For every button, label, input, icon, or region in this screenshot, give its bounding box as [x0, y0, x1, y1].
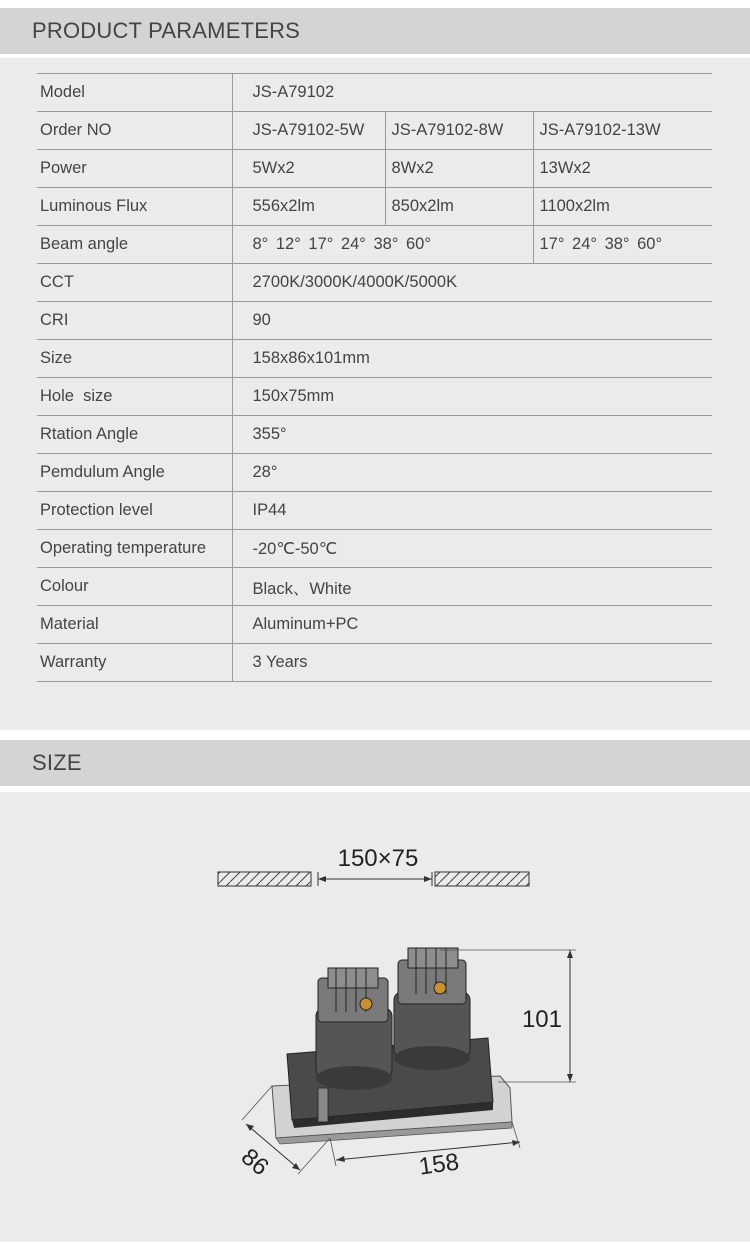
row-value: 8° 12° 17° 24° 38° 60°: [232, 226, 533, 264]
row-label: Operating temperature: [37, 530, 232, 568]
size-panel: [0, 792, 750, 1242]
table-row: [37, 378, 712, 416]
table-row: [37, 74, 712, 112]
row-value: 3 Years: [232, 644, 712, 682]
row-value: -20℃-50℃: [232, 530, 712, 568]
table-row: [37, 264, 712, 302]
depth-dimension-label: 86: [235, 1143, 274, 1182]
table-row: [37, 188, 712, 226]
row-value: 158x86x101mm: [232, 340, 712, 378]
table-row: [37, 226, 712, 264]
table-row: [37, 644, 712, 682]
table-row: [37, 340, 712, 378]
row-label: Material: [37, 606, 232, 644]
size-header: [0, 740, 750, 786]
row-label: Warranty: [37, 644, 232, 682]
row-label: Protection level: [37, 492, 232, 530]
row-label: Order NO: [37, 112, 232, 150]
lamp-right: [394, 948, 470, 1070]
table-row: [37, 302, 712, 340]
row-label: Pemdulum Angle: [37, 454, 232, 492]
height-dimension-label: 101: [521, 1006, 562, 1033]
row-value: JS-A79102-13W: [533, 112, 712, 150]
row-value: 556x2lm: [232, 188, 385, 226]
row-value: Black、White: [232, 568, 712, 606]
row-label: Model: [37, 74, 232, 112]
parameters-table: [37, 73, 712, 682]
section-title: PRODUCT PARAMETERS: [32, 18, 301, 43]
row-value: 28°: [232, 454, 712, 492]
table-row: [37, 150, 712, 188]
row-value: Aluminum+PC: [232, 606, 712, 644]
row-label: Power: [37, 150, 232, 188]
row-label: Rtation Angle: [37, 416, 232, 454]
row-label: Beam angle: [37, 226, 232, 264]
row-label: Colour: [37, 568, 232, 606]
product-parameters-header: [0, 8, 750, 54]
row-value: IP44: [232, 492, 712, 530]
table-row: [37, 606, 712, 644]
hole-dimension-label: 150×75: [337, 845, 419, 872]
row-value: 2700K/3000K/4000K/5000K: [232, 264, 712, 302]
parameters-panel: [0, 58, 750, 730]
lamp-left: [316, 968, 392, 1090]
dimension-drawing: [0, 792, 750, 1242]
table-row: [37, 416, 712, 454]
row-label: Size: [37, 340, 232, 378]
downlight-illustration: [272, 948, 512, 1144]
row-value: 90: [232, 302, 712, 340]
table-row: [37, 492, 712, 530]
row-label: CRI: [37, 302, 232, 340]
row-value: JS-A79102-8W: [385, 112, 533, 150]
row-value: 150x75mm: [232, 378, 712, 416]
row-label: Hole size: [37, 378, 232, 416]
row-label: Luminous Flux: [37, 188, 232, 226]
hole-size-marker: [218, 845, 529, 886]
row-value: 5Wx2: [232, 150, 385, 188]
row-value: 355°: [232, 416, 712, 454]
row-value: JS-A79102: [232, 74, 712, 112]
row-value: 13Wx2: [533, 150, 712, 188]
table-row: [37, 530, 712, 568]
row-value: 17° 24° 38° 60°: [533, 226, 712, 264]
table-row: [37, 454, 712, 492]
row-value: JS-A79102-5W: [232, 112, 385, 150]
table-row: [37, 112, 712, 150]
row-value: 850x2lm: [385, 188, 533, 226]
length-dimension-label: 158: [417, 1148, 461, 1181]
row-label: CCT: [37, 264, 232, 302]
table-row: [37, 568, 712, 606]
row-value: 8Wx2: [385, 150, 533, 188]
section-title: SIZE: [32, 750, 82, 775]
row-value: 1100x2lm: [533, 188, 712, 226]
